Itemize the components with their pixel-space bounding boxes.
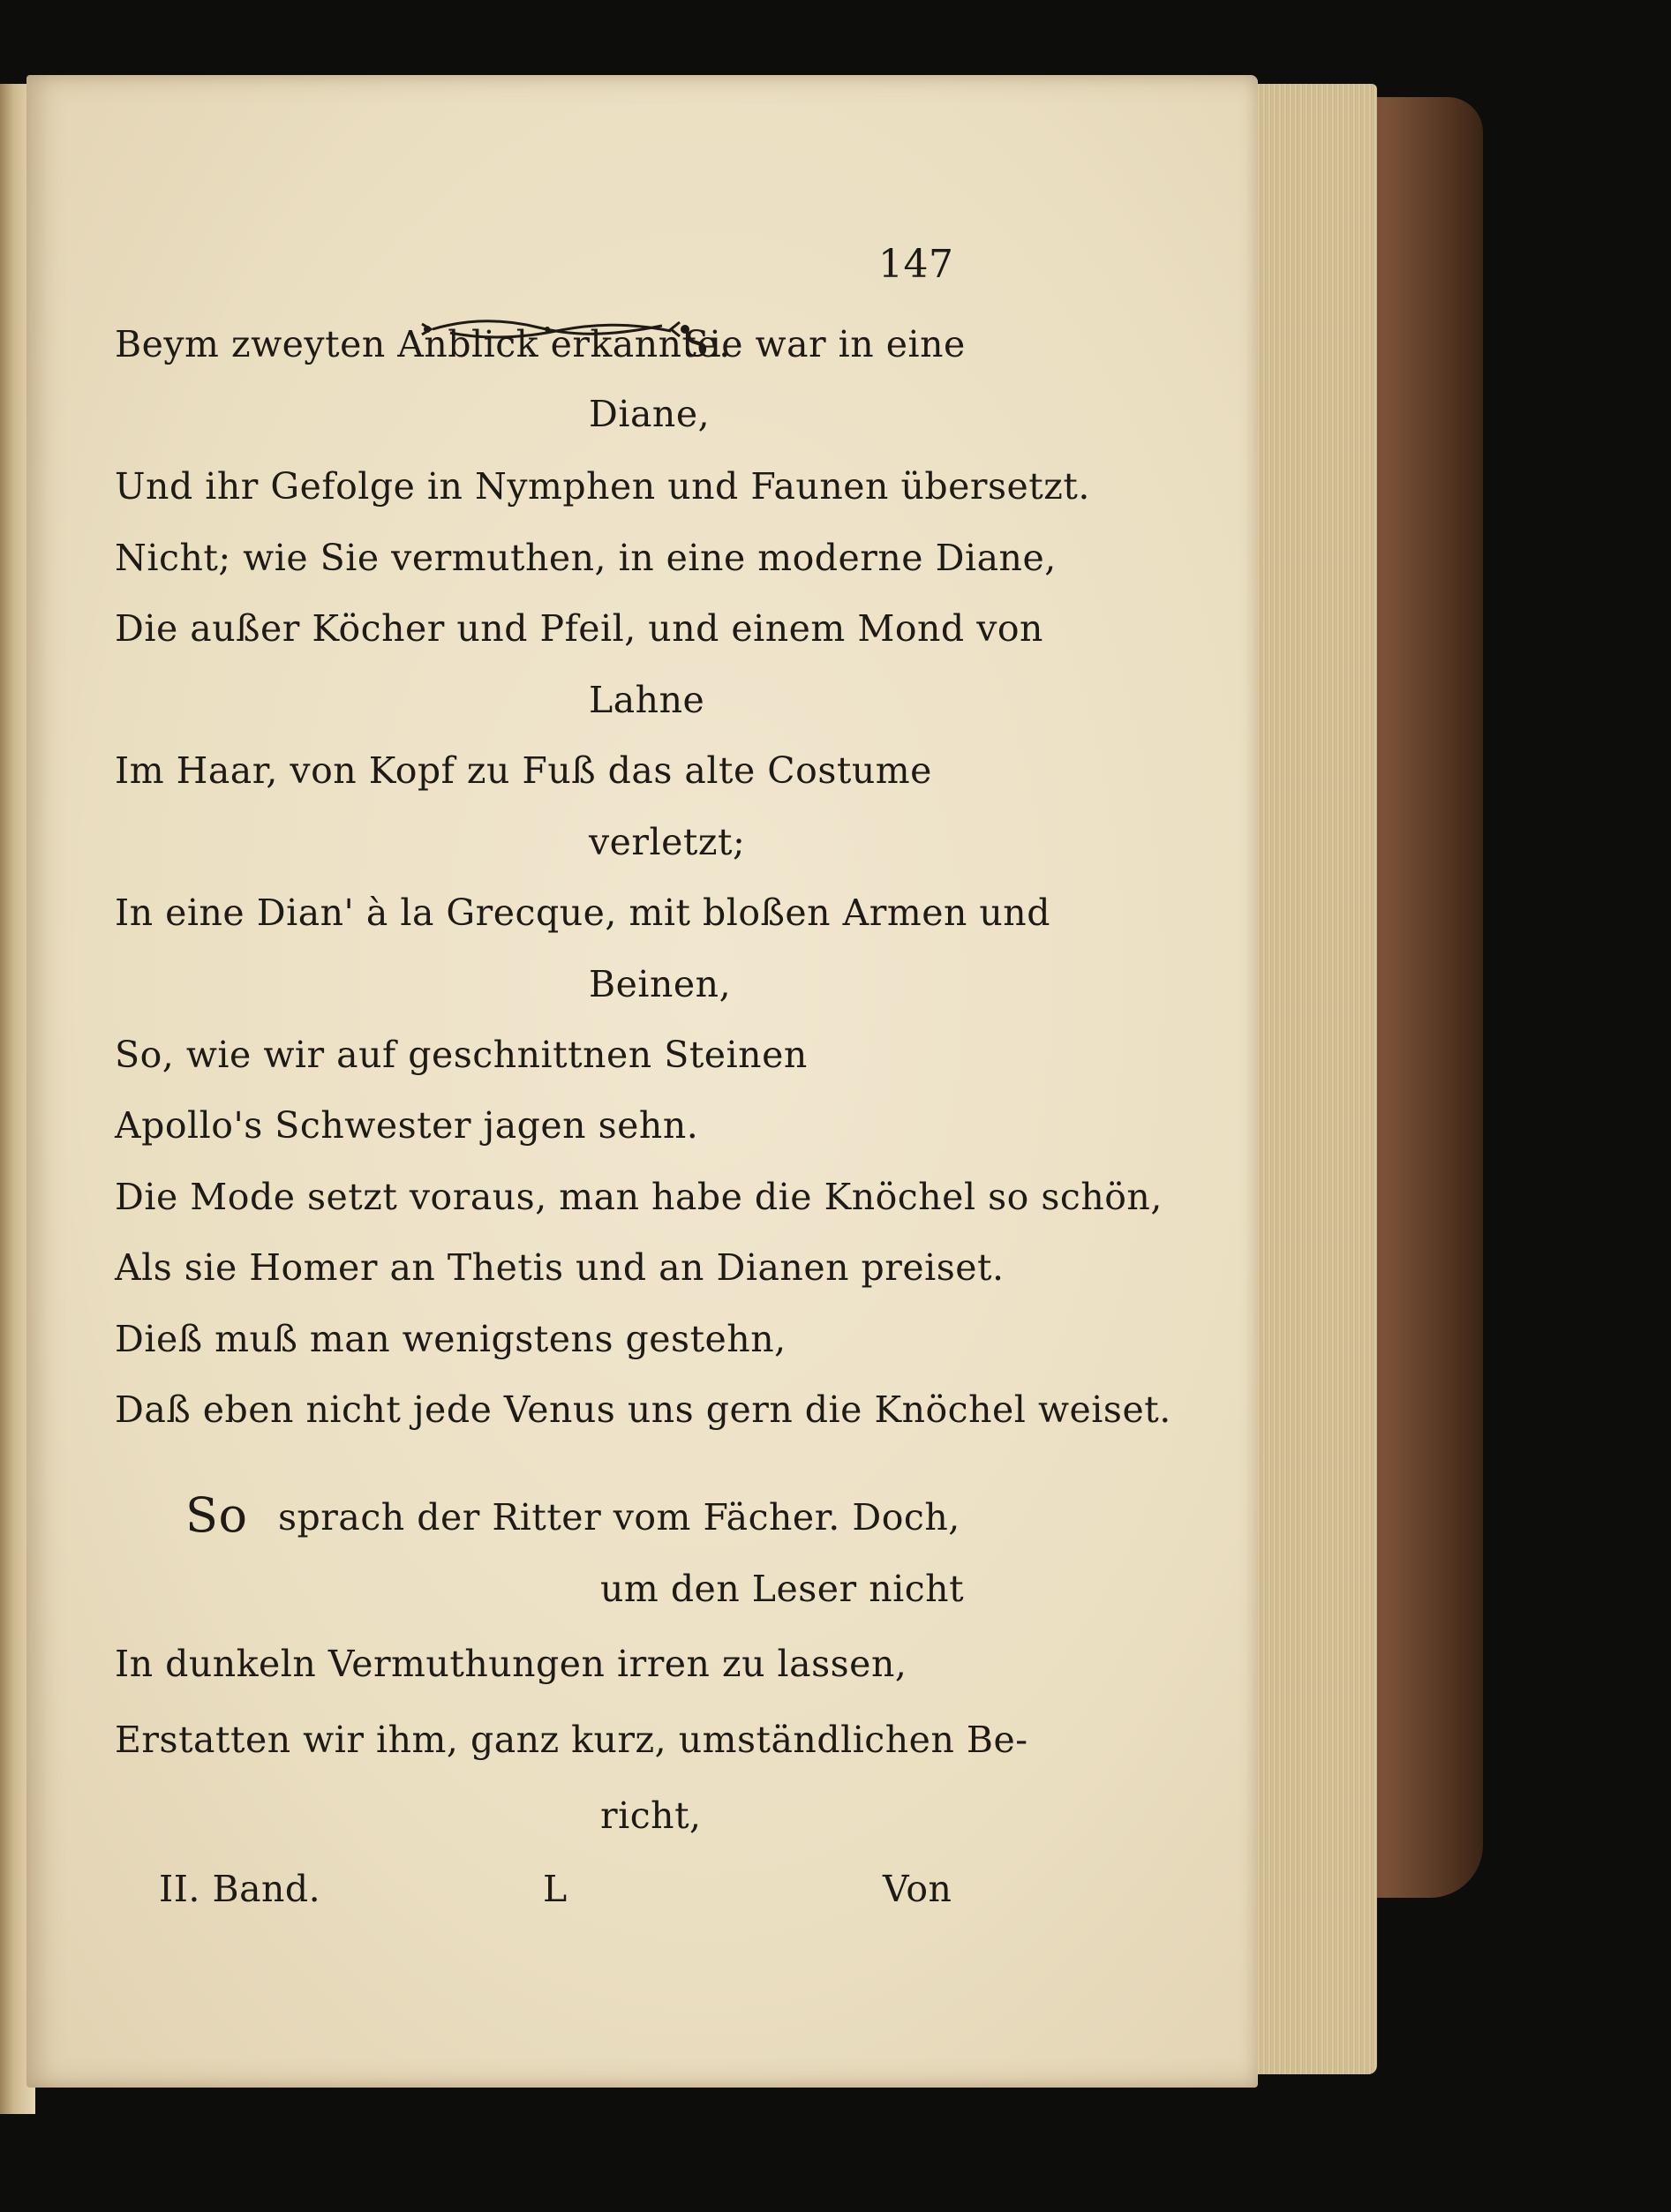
text-line: Diane, bbox=[589, 393, 711, 435]
text-line: richt, bbox=[600, 1794, 702, 1837]
page-number: 147 bbox=[878, 242, 954, 287]
text-line: Die außer Köcher und Pfeil, und einem Mond von bbox=[115, 607, 1043, 650]
text-line: Beinen, bbox=[589, 963, 732, 1005]
text-line: Daß eben nicht jede Venus uns gern die Knöchel weiset. bbox=[115, 1388, 1171, 1431]
volume-footer: II. Band. bbox=[159, 1868, 321, 1910]
text-line: Apollo's Schwester jagen sehn. bbox=[115, 1104, 699, 1147]
text-line: Beym zweyten Anblick erkannte. bbox=[115, 323, 731, 365]
text-line: Und ihr Gefolge in Nymphen und Faunen übersetzt. bbox=[115, 465, 1090, 508]
text-line: Erstatten wir ihm, ganz kurz, umständlichen Be- bbox=[115, 1719, 1028, 1761]
text-line: Nicht; wie Sie vermuthen, in eine moderne Diane, bbox=[115, 537, 1057, 579]
text-line: sprach der Ritter vom Fächer. Doch, bbox=[278, 1496, 960, 1539]
signature-mark: L bbox=[543, 1868, 568, 1910]
text-line: Lahne bbox=[589, 679, 705, 721]
bottom-shadow bbox=[0, 2154, 1671, 2212]
text-line: In eine Dian' à la Grecque, mit bloßen Armen und bbox=[115, 892, 1050, 934]
text-line: verletzt; bbox=[589, 821, 746, 863]
book-page bbox=[26, 75, 1258, 2088]
text-line: Sie war in eine bbox=[684, 323, 966, 365]
text-line: um den Leser nicht bbox=[600, 1568, 965, 1610]
text-line: Im Haar, von Kopf zu Fuß das alte Costume bbox=[115, 749, 932, 792]
text-line: So, wie wir auf geschnittnen Steinen bbox=[115, 1034, 808, 1076]
text-line: Die Mode setzt voraus, man habe die Knöchel so schön, bbox=[115, 1176, 1163, 1218]
text-line: Als sie Homer an Thetis und an Dianen preiset. bbox=[115, 1246, 1005, 1289]
text-line: In dunkeln Vermuthungen irren zu lassen, bbox=[115, 1643, 907, 1685]
text-line: Dieß muß man wenigstens gestehn, bbox=[115, 1318, 787, 1360]
initial-word: So bbox=[185, 1487, 248, 1543]
catchword: Von bbox=[883, 1868, 952, 1910]
page-edges bbox=[1245, 84, 1377, 2074]
